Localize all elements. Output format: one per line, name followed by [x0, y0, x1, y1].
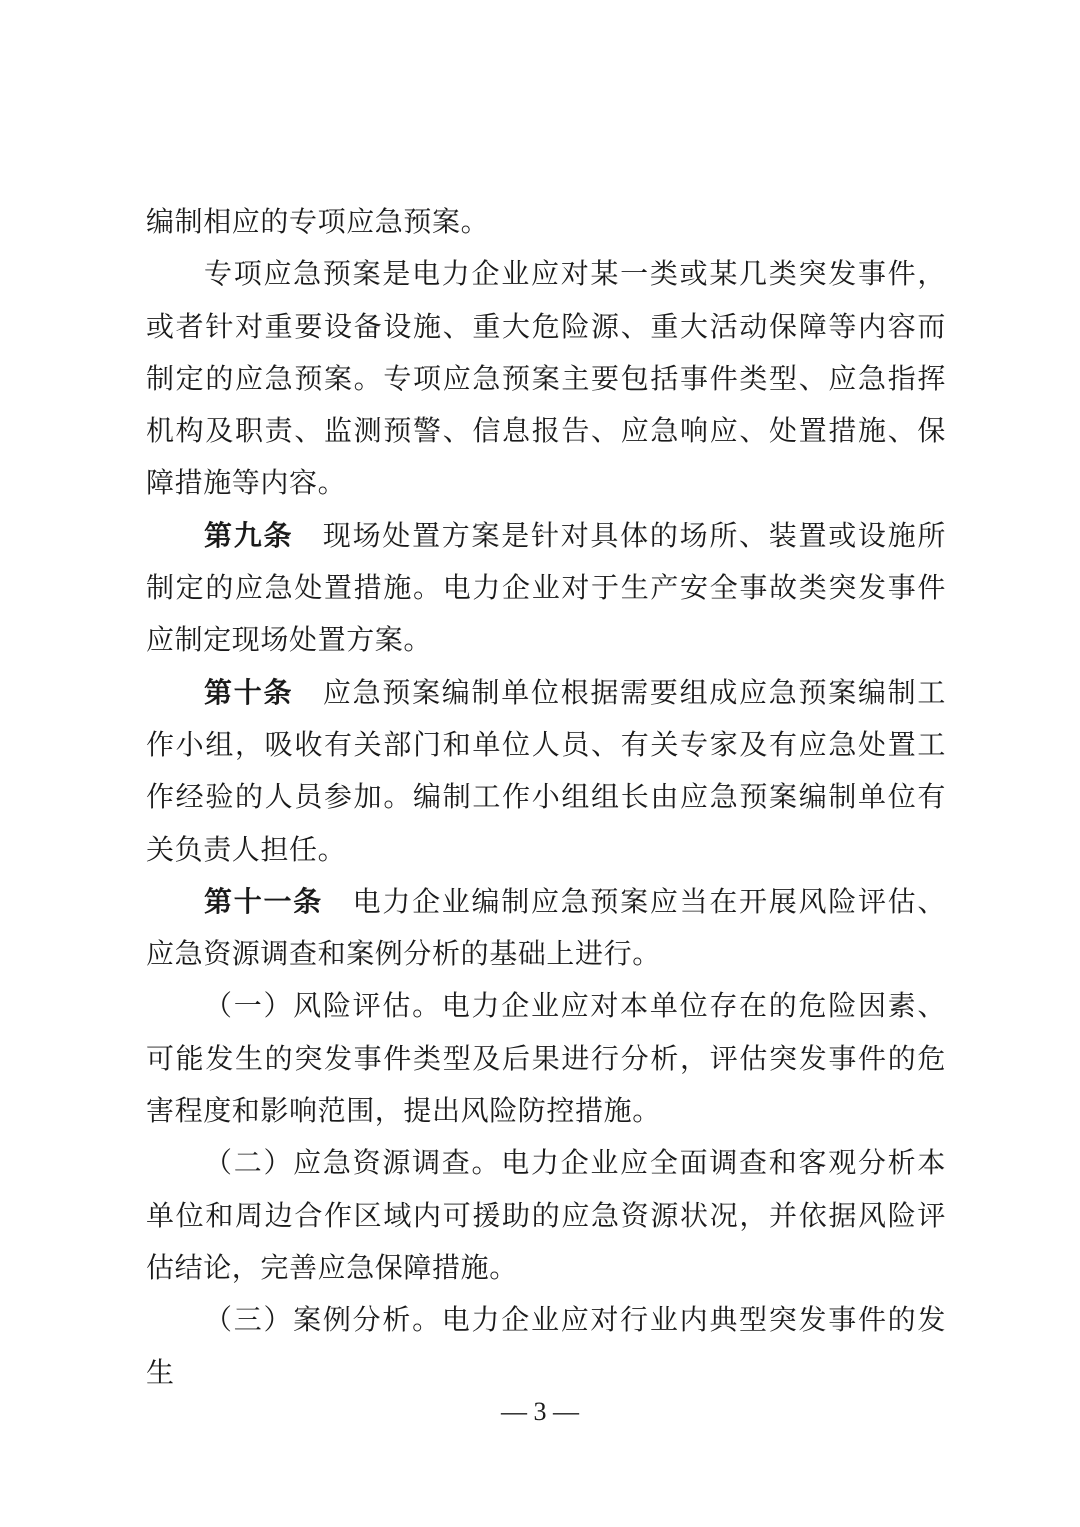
paragraph-text: 现场处置方案是针对具体的场所、装置或设施所制定的应急处置措施。电力企业对于生产安全事故类突发事件应制定现场处置方案。: [146, 518, 946, 657]
article-heading: 第十一条: [204, 884, 323, 918]
paragraph-continuation: [146, 196, 946, 248]
paragraph-text: 专项应急预案是电力企业应对某一类或某几类突发事件，或者针对重要设备设施、重大危险源、重大活动保障等内容而制定的应急预案。专项应急预案主要包括事件类型、应急指挥机构及职责、监测预警、信息报告、应急响应、处置措施、保障措施等内容。: [146, 257, 946, 500]
article-heading: 第十条: [204, 675, 294, 709]
article-10: [146, 667, 946, 876]
item-risk-assessment: [146, 980, 946, 1137]
paragraph-text: （一）风险评估。电力企业应对本单位存在的危险因素、可能发生的突发事件类型及后果进行分析，评估突发事件的危害程度和影响范围，提出风险防控措施。: [146, 989, 946, 1128]
article-11: [146, 876, 946, 981]
article-9: [146, 510, 946, 667]
page-number: — 3 —: [501, 1397, 579, 1426]
paragraph-text: 应急预案编制单位根据需要组成应急预案编制工作小组，吸收有关部门和单位人员、有关专家及有应急处置工作经验的人员参加。编制工作小组组长由应急预案编制单位有关负责人担任。: [146, 675, 946, 866]
paragraph-text: 编制相应的专项应急预案。: [146, 205, 490, 238]
body-text: [146, 196, 946, 1399]
paragraph-text: （二）应急资源调查。电力企业应全面调查和客观分析本单位和周边合作区域内可援助的应急资源状况，并依据风险评估结论，完善应急保障措施。: [146, 1146, 946, 1284]
paragraph-special-plan: [146, 248, 946, 509]
item-case-analysis: [146, 1294, 946, 1399]
paragraph-text: （三）案例分析。电力企业应对行业内典型突发事件的发生: [146, 1303, 946, 1389]
item-resource-survey: [146, 1137, 946, 1294]
paragraph-text: 电力企业编制应急预案应当在开展风险评估、应急资源调查和案例分析的基础上进行。: [146, 884, 946, 971]
article-heading: 第九条: [204, 518, 294, 552]
